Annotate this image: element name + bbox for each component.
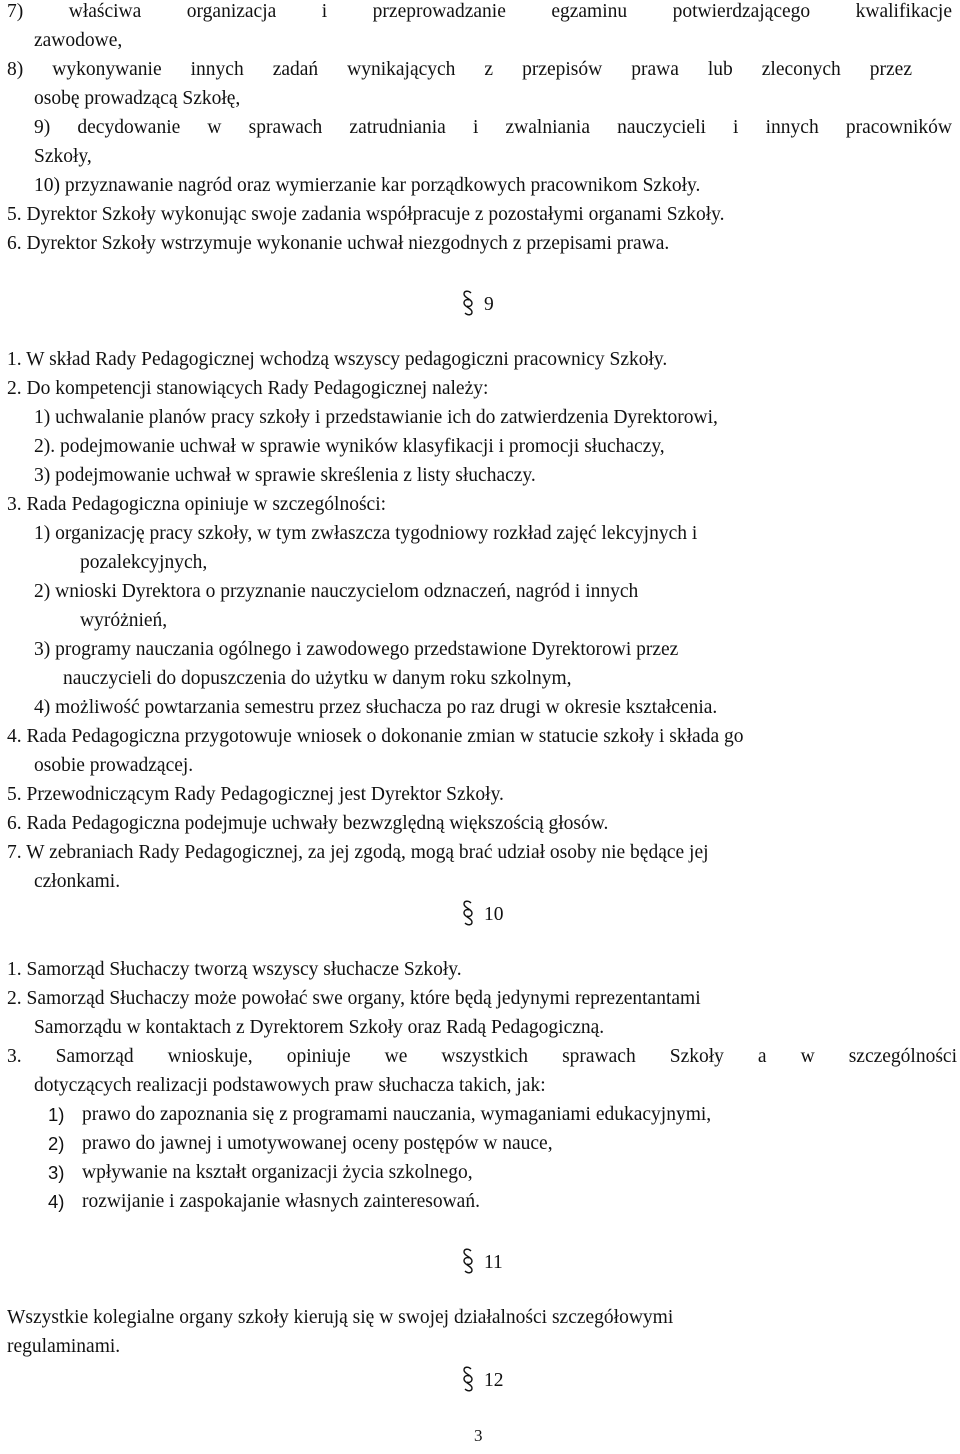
section-sign-icon	[462, 1366, 474, 1392]
text-line: 7) właściwa organizacja i przeprowadzanie egzaminu potwierdzającego kwalifikacje	[7, 1, 952, 22]
text-line: 7. W zebraniach Rady Pedagogicznej, za jej zgodą, mogą brać udział osoby nie będące jej	[7, 842, 709, 863]
text-line: nauczycieli do dopuszczenia do użytku w danym roku szkolnym,	[63, 668, 572, 689]
list-item	[48, 1103, 712, 1128]
section-sign-icon	[462, 290, 474, 316]
list-text: wpływanie na kształt organizacji życia szkolnego,	[82, 1162, 473, 1183]
text-line: 6. Dyrektor Szkoły wstrzymuje wykonanie uchwał niezgodnych z przepisami prawa.	[7, 233, 670, 254]
list-number: 4)	[48, 1191, 65, 1212]
section-number: 12	[484, 1370, 504, 1391]
section-heading-10	[462, 900, 504, 927]
section-sign-icon	[462, 900, 474, 926]
text-line: 5. Przewodniczącym Rady Pedagogicznej jest Dyrektor Szkoły.	[7, 784, 504, 805]
list-text: rozwijanie i zaspokajanie własnych zainteresowań.	[82, 1191, 480, 1212]
text-line: 6. Rada Pedagogiczna podejmuje uchwały bezwzględną większością głosów.	[7, 813, 609, 834]
text-line: 1) organizację pracy szkoły, w tym zwłaszcza tygodniowy rozkład zajęć lekcyjnych i	[34, 523, 698, 544]
text-line: 4) możliwość powtarzania semestru przez słuchacza po raz drugi w okresie kształcenia.	[34, 697, 718, 718]
text-line: 3. Samorząd wnioskuje, opiniuje we wszystkich sprawach Szkoły a w szczególności	[7, 1046, 957, 1067]
list-item	[48, 1190, 480, 1215]
text-line: osobę prowadzącą Szkołę,	[34, 88, 241, 109]
text-line: regulaminami.	[7, 1336, 121, 1357]
section-number: 11	[484, 1252, 503, 1273]
section-number: 9	[484, 294, 494, 315]
text-line: członkami.	[34, 871, 121, 892]
text-line: wyróżnień,	[80, 610, 168, 631]
text-line: pozalekcyjnych,	[80, 552, 208, 573]
section-heading-11	[462, 1248, 503, 1275]
text-line: 10) przyznawanie nagród oraz wymierzanie kar porządkowych pracownikom Szkoły.	[34, 175, 701, 196]
text-line: Wszystkie kolegialne organy szkoły kierują się w swojej działalności szczegółowymi	[7, 1307, 674, 1328]
text-line: 3) podejmowanie uchwał w sprawie skreślenia z listy słuchaczy.	[34, 465, 536, 486]
text-line: 2. Samorząd Słuchaczy może powołać swe organy, które będą jedynymi reprezentantami	[7, 988, 701, 1009]
text-line: osobie prowadzącej.	[34, 755, 194, 776]
page-number: 3	[474, 1426, 483, 1445]
text-line: 3) programy nauczania ogólnego i zawodowego przedstawione Dyrektorowi przez	[34, 639, 679, 660]
text-line: 5. Dyrektor Szkoły wykonując swoje zadania współpracuje z pozostałymi organami Szkoły.	[7, 204, 725, 225]
text-line: 3. Rada Pedagogiczna opiniuje w szczególności:	[7, 494, 387, 515]
text-line: dotyczących realizacji podstawowych praw słuchacza takich, jak:	[34, 1075, 546, 1096]
text-line: 1. Samorząd Słuchaczy tworzą wszyscy słuchacze Szkoły.	[7, 959, 462, 980]
section-sign-icon	[462, 1248, 474, 1274]
text-line: Szkoły,	[34, 146, 92, 167]
section-number: 10	[484, 904, 504, 925]
text-line: 9) decydowanie w sprawach zatrudniania i zwalniania nauczycieli i innych pracowników	[34, 117, 952, 138]
list-item	[48, 1161, 473, 1186]
text-line: 1. W skład Rady Pedagogicznej wchodzą wszyscy pedagogiczni pracownicy Szkoły.	[7, 349, 668, 370]
section-heading-12	[462, 1366, 504, 1393]
text-line: 2) wnioski Dyrektora o przyznanie nauczycielom odznaczeń, nagród i innych	[34, 581, 639, 602]
list-text: prawo do zapoznania się z programami nauczania, wymaganiami edukacyjnymi,	[82, 1104, 712, 1125]
text-line: 2). podejmowanie uchwał w sprawie wyników klasyfikacji i promocji słuchaczy,	[34, 436, 665, 457]
text-line: 1) uchwalanie planów pracy szkoły i przedstawianie ich do zatwierdzenia Dyrektorowi,	[34, 407, 718, 428]
text-line: 2. Do kompetencji stanowiących Rady Pedagogicznej należy:	[7, 378, 489, 399]
text-line: 8) wykonywanie innych zadań wynikających z przepisów prawa lub zleconych przez	[7, 59, 912, 80]
text-line: 4. Rada Pedagogiczna przygotowuje wniosek o dokonanie zmian w statucie szkoły i składa go	[7, 726, 744, 747]
text-line: zawodowe,	[34, 30, 123, 51]
list-number: 1)	[48, 1104, 65, 1125]
list-number: 2)	[48, 1133, 65, 1154]
list-item	[48, 1132, 553, 1157]
text-line: Samorządu w kontaktach z Dyrektorem Szkoły oraz Radą Pedagogiczną.	[34, 1017, 605, 1038]
list-number: 3)	[48, 1162, 65, 1183]
section-heading-9	[462, 290, 494, 317]
list-text: prawo do jawnej i umotywowanej oceny postępów w nauce,	[82, 1133, 553, 1154]
